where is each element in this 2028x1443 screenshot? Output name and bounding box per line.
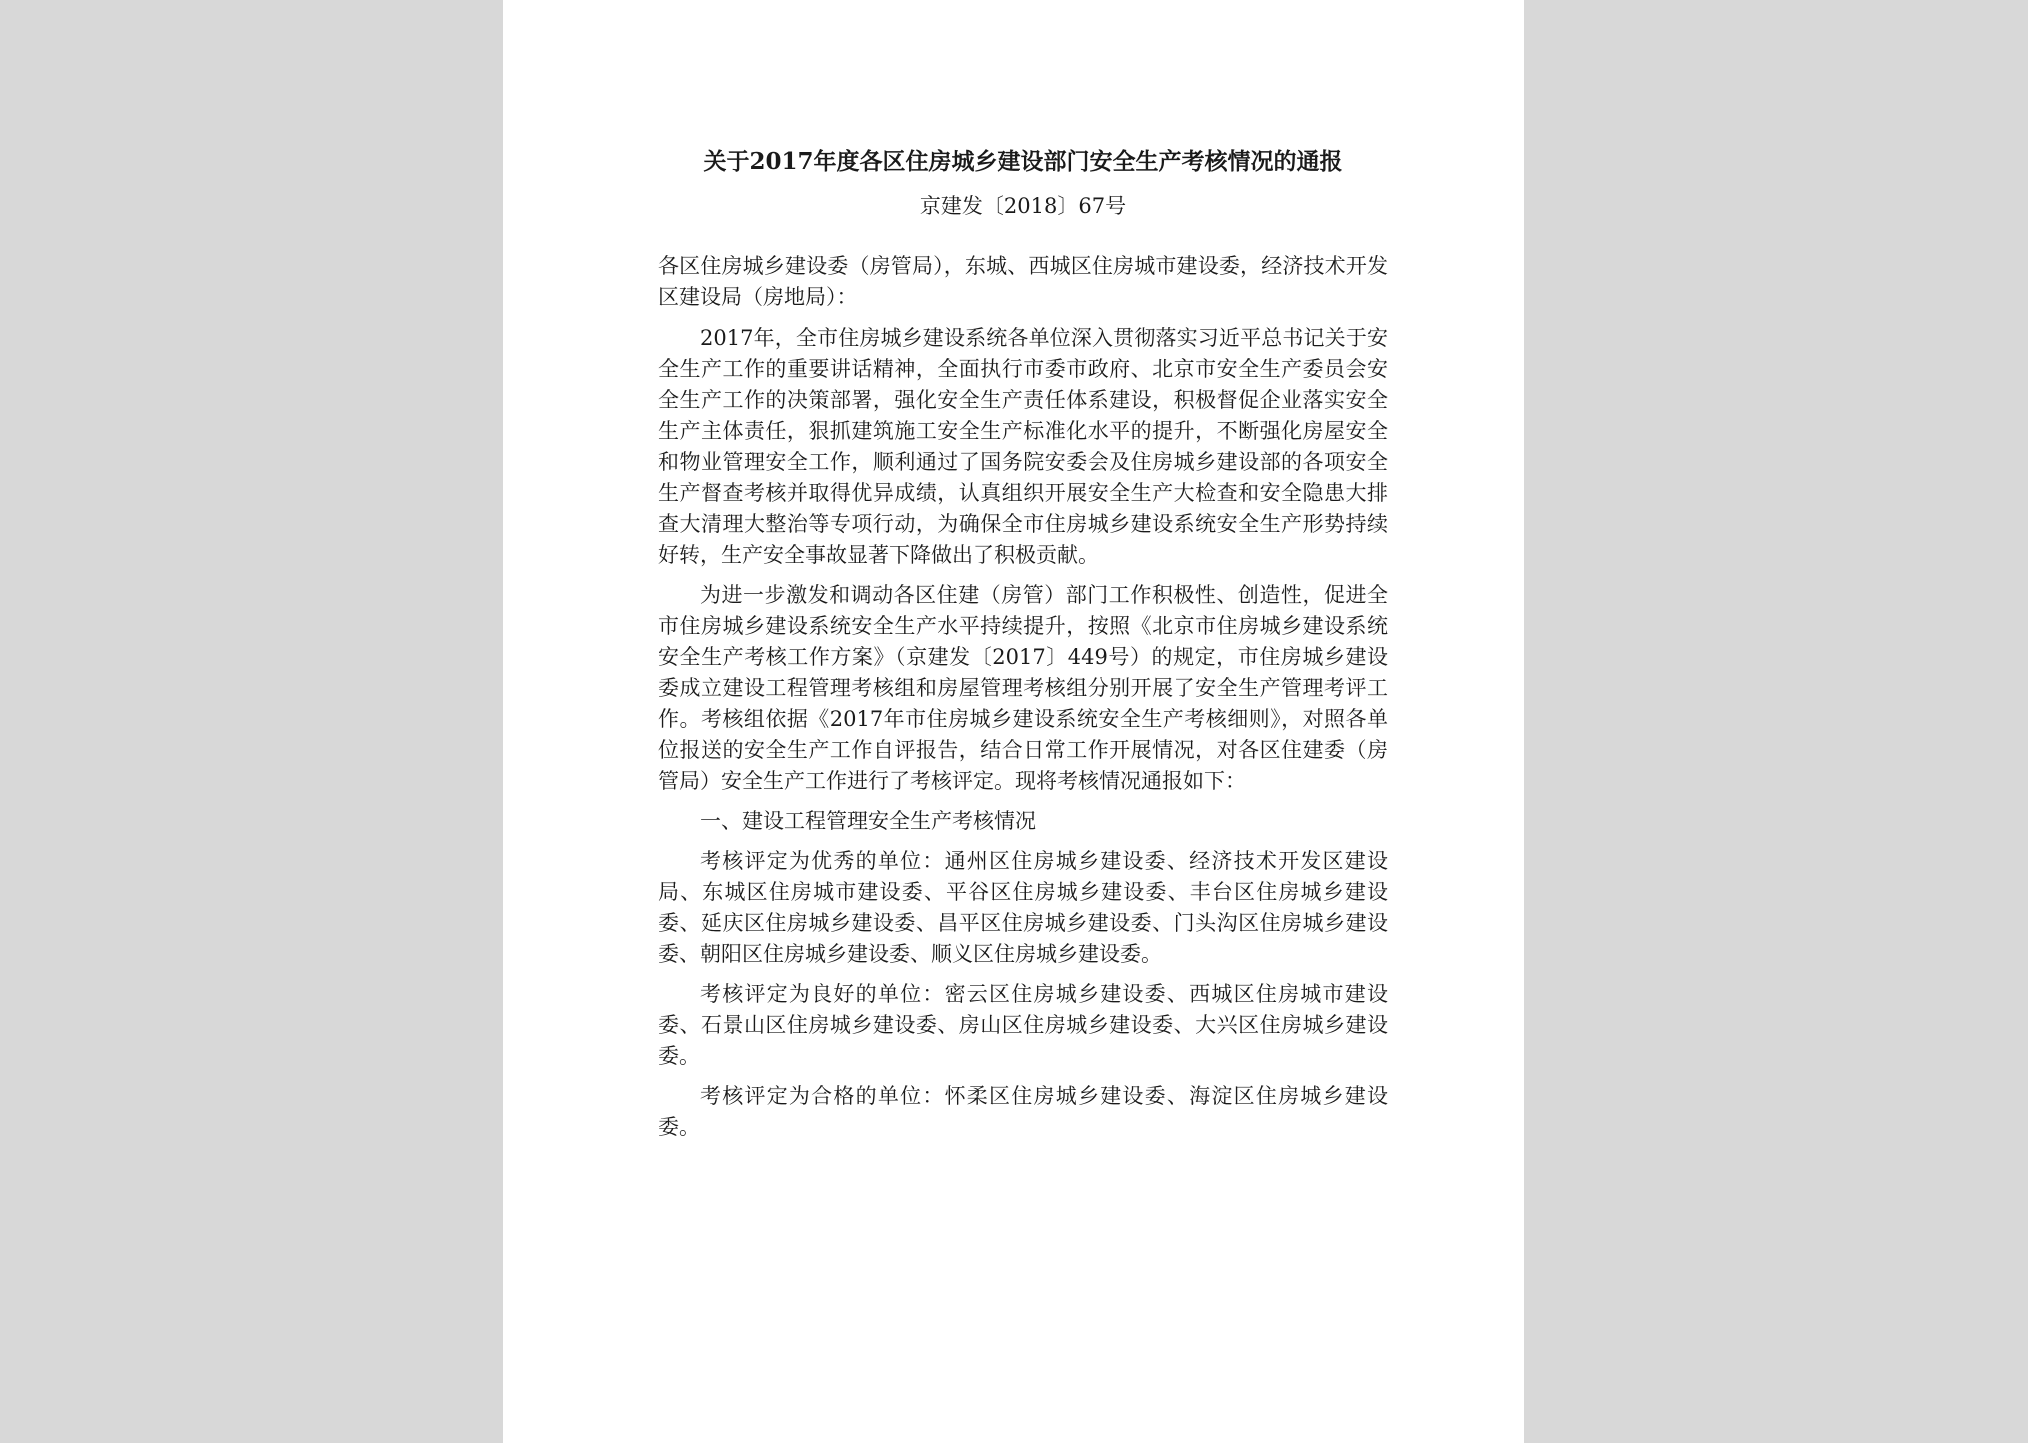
body-paragraph-1: 2017年，全市住房城乡建设系统各单位深入贯彻落实习近平总书记关于安全生产工作的重要讲话精神，全面执行市委市政府、北京市安全生产委员会安全生产工作的决策部署，强化安全生产责任体系建设，积极督促企业落实安全生产主体责任，狠抓建筑施工安全生产标准化水平的提升，不断强化房屋安全和物业管理安全工作，顺利通过了国务院安委会及住房城乡建设部的各项安全生产督查考核并取得优异成绩，认真组织开展安全生产大检查和安全隐患大排查大清理大整治等专项行动，为确保全市住房城乡建设系统安全生产形势持续好转，生产安全事故显著下降做出了积极贡献。 bbox=[658, 326, 1388, 567]
body-paragraph-2: 为进一步激发和调动各区住建（房管）部门工作积极性、创造性，促进全市住房城乡建设系统安全生产水平持续提升，按照《北京市住房城乡建设系统安全生产考核工作方案》（京建发〔2017〕449号）的规定，市住房城乡建设委成立建设工程管理考核组和房屋管理考核组分别开展了安全生产管理考评工作。考核组依据《2017年市住房城乡建设系统安全生产考核细则》，对照各单位报送的安全生产工作自评报告，结合日常工作开展情况，对各区住建委（房管局）安全生产工作进行了考核评定。现将考核情况通报如下： bbox=[658, 583, 1388, 793]
salutation: 各区住房城乡建设委（房管局），东城、西城区住房城市建设委，经济技术开发区建设局（房地局）： bbox=[658, 254, 1388, 309]
document-content bbox=[658, 145, 1388, 1152]
document-page bbox=[503, 0, 1524, 1443]
excellent-units-paragraph: 考核评定为优秀的单位：通州区住房城乡建设委、经济技术开发区建设局、东城区住房城市建设委、平谷区住房城乡建设委、丰台区住房城乡建设委、延庆区住房城乡建设委、昌平区住房城乡建设委、门头沟区住房城乡建设委、朝阳区住房城乡建设委、顺义区住房城乡建设委。 bbox=[658, 849, 1388, 966]
qualified-units-paragraph: 考核评定为合格的单位：怀柔区住房城乡建设委、海淀区住房城乡建设委。 bbox=[658, 1084, 1388, 1139]
document-title: 关于2017年度各区住房城乡建设部门安全生产考核情况的通报 bbox=[703, 148, 1343, 175]
good-units-paragraph: 考核评定为良好的单位：密云区住房城乡建设委、西城区住房城市建设委、石景山区住房城乡建设委、房山区住房城乡建设委、大兴区住房城乡建设委。 bbox=[658, 982, 1388, 1068]
section-heading-1: 一、建设工程管理安全生产考核情况 bbox=[700, 809, 1036, 833]
document-number: 京建发〔2018〕67号 bbox=[919, 194, 1127, 218]
